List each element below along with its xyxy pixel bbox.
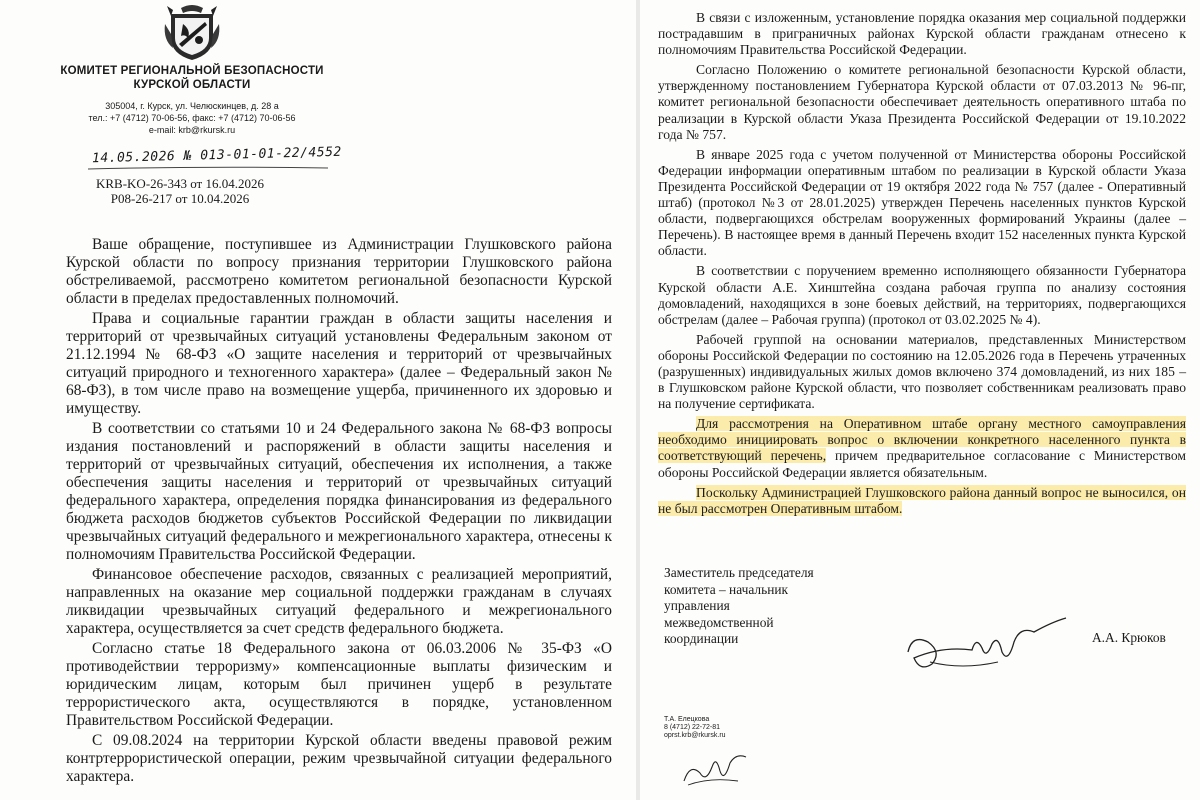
signatory-position [664,565,864,648]
position-line: межведомственной [664,614,774,630]
executor-signature [680,745,750,789]
position-line: Заместитель председателя [664,565,814,580]
paragraph: В январе 2025 года с учетом полученной от Министерства обороны Российской Федерации информации оперативным штабом по реализации в Курской области Указа Президента Российской Федерации от 19 октября 2022 года № 757 (далее - Оперативный штаб) (протокол №3 от 28.01.2025) утвержден Перечень населенных пунктов Курской области, подвергающихся обстрелам вооруженных формирований Украины (далее – Перечень). В настоящее время в данный Перечень входит 152 населенных пункта Курской области. [658,146,1186,259]
paragraph: Согласно Положению о комитете региональной безопасности Курской области, утвержденному постановлением Губернатора Курской области от 07.03.2013 № 96-пг, комитет региональной безопасности обеспечивает деятельность оперативного штаба по реализации в Курской области Указа Президента Российской Федерации от 19.10.2022 года № 757. [658,62,1186,142]
paragraph: Согласно статье 18 Федерального закона от 06.03.2006 № 35-ФЗ «О противодействии терроризму» компенсационные выплаты физическим и юридическим лицам, которым был причинен ущерб в результате террористического акта, осуществляются в порядке, установленном Правительством Российской Федерации. [66,640,612,729]
paragraph: В связи с изложенным, установление порядка оказания мер социальной поддержки пострадавшим в приграничных районах Курской области гражданам отнесено к полномочиям Правительства Российской Федерации. [658,10,1186,58]
letter-body-right [658,10,1186,521]
highlighted-paragraph [658,416,1186,480]
highlighted-text: Для рассмотрения на Оперативном штабе органу местного самоуправления необходимо инициировать вопрос о включении конкретного населенного пункта в соответствующий перечень, [658,416,1186,464]
highlighted-paragraph [658,485,1186,517]
highlighted-text: Поскольку Администрацией Глушковского района данный вопрос не выносился, он не был рассмотрен Оперативным штабом. [658,484,1186,516]
paragraph: В соответствии со статьями 10 и 24 Федерального закона № 68-ФЗ вопросы издания постановлений и распоряжений в области защиты населения и территорий от чрезвычайных ситуаций, обеспечения их исполнения, а также обеспечения защиты населения и территорий от чрезвычайных ситуаций федерального характера, определения порядка финансирования из федерального бюджета расходов бюджетов субъектов Российской Федерации по ликвидации чрезвычайных ситуаций федерального и межрегионального характера, отнесены к полномочиям Правительства Российской Федерации. [66,420,612,563]
executor-email: oprst.krb@rkursk.ru [664,732,726,739]
paragraph: Рабочей группой на основании материалов, представленных Министерством обороны Российской Федерации по состоянию на 12.05.2026 года в Перечень утраченных (разрушенных) индивидуальных жилых домов включено 374 домовладений, из них 185 – в Глушковском районе Курской области, что позволяет собственникам реализовать право на получение сертификата. [658,331,1186,412]
position-line: координации [664,631,739,647]
handwritten-signature [902,612,1072,682]
paragraph: Финансовое обеспечение расходов, связанных с реализацией мероприятий, направленных на оказание мер социальной поддержки гражданам в случаях ликвидации чрезвычайных ситуаций федерального и межрегионального характера, осуществляется за счет средств федерального бюджета. [66,566,612,637]
org-name-line-1: КОМИТЕТ РЕГИОНАЛЬНОЙ БЕЗОПАСНОСТИ [60,65,324,77]
position-line: управления [664,598,730,614]
position-line: комитета – начальник [664,581,789,597]
handwritten-underline [88,166,328,170]
paragraph: Ваше обращение, поступившее из Администрации Глушковского района Курской области по вопросу признания территории Глушковского района обстреливаемой, рассмотрено комитетом региональной безопасности Курской области в пределах предоставленных полномочий. [66,236,612,307]
reference-number-2: Р08-26-217 от 10.04.2026 [110,191,250,206]
outgoing-number-handwritten: 14.05.2026 № 013-01-01-22/4552 [91,144,342,167]
coat-of-arms-icon [161,4,223,62]
signer-name: А.А. Крюков [1092,630,1166,645]
org-name-line-2: КУРСКОЙ ОБЛАСТИ [133,79,251,91]
org-address: 305004, г. Курск, ул. Челюскинцев, д. 28 а [105,101,279,111]
executor-contact [664,716,726,740]
paragraph: Права и социальные гарантии граждан в области защиты населения и территорий от чрезвычайных ситуаций установлены Федеральным законом от 21.12.1994 № 68-ФЗ «О защите населения и территорий от чрезвычайных ситуаций природного и техногенного характера» (далее – Федеральный закон № 68-ФЗ), в том числе право на возмещение ущерба, причиненного их здоровью и имуществу. [66,310,612,417]
reference-number-1: KRB-KO-26-343 от 16.04.2026 [95,176,264,191]
letterhead [42,4,342,136]
executor-name: Т.А. Елецкова [664,716,710,723]
paragraph: С 09.08.2024 на территории Курской области введены правовой режим контртеррористической операции, режим чрезвычайной ситуации федерального характера. [66,732,612,785]
letter-page-2 [640,0,1200,800]
executor-phone: 8 (4712) 22-72-81 [664,724,721,731]
org-phones: тел.: +7 (4712) 70-06-56, факс: +7 (4712) 70-06-56 [88,113,296,123]
org-email: e-mail: krb@rkursk.ru [148,125,236,135]
letter-body-left [66,236,612,788]
paragraph-text: причем предварительное согласование с Министерством обороны Российской Федерации является обязательным. [658,448,1186,480]
paragraph: В соответствии с поручением временно исполняющего обязанности Губернатора Курской области А.Е. Хинштейна создана рабочая группа по анализу состояния домовладений, находящихся в зоне боевых действий, на территориях, подвергающихся обстрелам (далее – Рабочая группа) (протокол от 03.02.2025 № 4). [658,263,1186,327]
